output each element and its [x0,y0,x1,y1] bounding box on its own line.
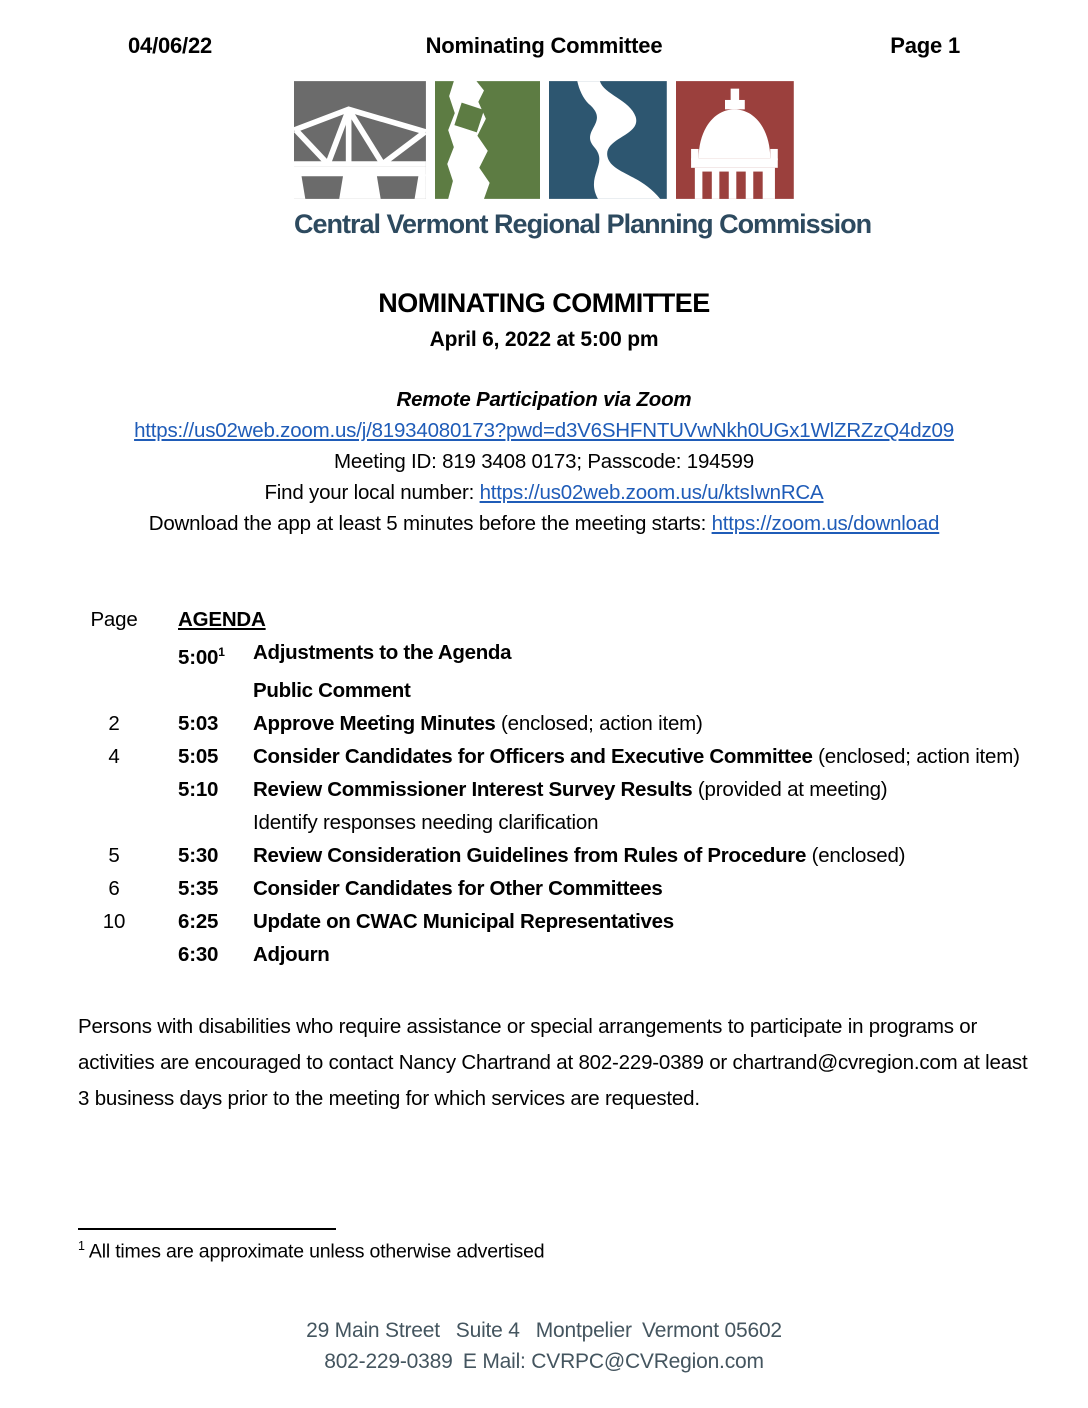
meeting-datetime: April 6, 2022 at 5:00 pm [429,328,659,351]
cvrpc-logo [294,77,872,240]
agenda-item-text: Consider Candidates for Officers and Executive Committee (enclosed; action item) [253,744,1020,768]
agenda-page-number: 4 [108,744,120,768]
river-icon [549,77,667,203]
agenda-row [78,674,1028,707]
logo-panels [294,77,794,203]
agenda-row [78,839,1028,872]
agenda-page-number [78,773,150,839]
agenda-item-text: Adjourn [253,942,330,966]
agenda-row [78,938,1028,971]
agenda-row [78,740,1028,773]
zoom-join-line [0,415,1088,446]
download-app-link[interactable]: https://zoom.us/download [711,512,940,535]
vermont-map-icon [435,77,541,203]
agenda-page-number [78,674,150,707]
bridge-icon [294,77,426,203]
agenda-time: 6:30 [178,942,219,966]
agenda-page-number: 10 [102,909,126,933]
agenda-column-header: AGENDA [178,608,266,631]
zoom-join-link[interactable]: https://us02web.zoom.us/j/81934080173?pwd=d3V6SHFNTUVwNkh0UGx1WlZRZzQ4dz09 [134,419,954,442]
footnote-body: All times are approximate unless otherwise advertised [84,1240,545,1263]
agenda-time: 5:30 [178,843,219,867]
title-block [0,288,1088,352]
download-app-label: Download the app at least 5 minutes before the meeting starts: [148,512,712,535]
agenda-row [78,636,1028,674]
agenda-time [178,674,253,707]
header-date: 04/06/22 [128,33,213,58]
local-number-label: Find your local number: [264,481,480,504]
remote-participation-heading: Remote Participation via Zoom [396,388,692,411]
agenda-page-number [78,636,150,674]
agenda-item-subtitle: Identify responses needing clarification [253,810,599,834]
header-title: Nominating Committee [425,33,663,58]
agenda-item-text: Review Commissioner Interest Survey Results (provided at meeting) Identify responses needing clarification [253,773,1028,839]
local-number-link[interactable]: https://us02web.zoom.us/u/ktsIwnRCA [479,481,824,504]
agenda-item-text: Approve Meeting Minutes (enclosed; action item) [253,711,703,735]
agenda-item-text: Public Comment [253,678,411,702]
agenda-time: 5:10 [178,777,219,801]
local-number-line [0,477,1088,508]
agenda-item-text: Update on CWAC Municipal Representatives [253,909,674,933]
footnote-text [78,1239,544,1264]
accessibility-notice: Persons with disabilities who require assistance or special arrangements to participate in programs or activities are encouraged to contact Nancy Chartrand at 802-229-0389 or chartrand@cvregion.com at least 3 business days prior to the meeting for which services are requested. [78,1014,1028,1110]
agenda-item-text: Consider Candidates for Other Committees [253,876,663,900]
download-app-line [0,508,1088,539]
agenda-row [78,707,1028,740]
remote-participation-block [0,384,1088,539]
agenda-time: 5:03 [178,711,219,735]
footer-address: 29 Main Street Suite 4 Montpelier Vermont 05602 [306,1319,782,1342]
footer-contact: 802-229-0389 E Mail: CVRPC@CVRegion.com [324,1350,764,1373]
agenda-rows [78,636,1028,971]
header-page-number: Page 1 [890,33,960,58]
agenda-time: 5:05 [178,744,219,768]
document-footer [0,1315,1088,1377]
agenda-row [78,773,1028,839]
agenda-time: 5:35 [178,876,219,900]
footnote-separator [78,1228,336,1230]
logo-org-name: Central Vermont Regional Planning Commission [294,209,872,239]
agenda-time: $5:00^1$ [178,645,225,669]
footnote [78,1228,544,1264]
agenda-item-text: Adjustments to the Agenda [253,641,512,664]
agenda-page-number: 5 [108,843,120,867]
agenda-section [78,603,1028,971]
agenda-page-number: 6 [108,876,120,900]
agenda-page-number: 2 [108,711,120,735]
meeting-id-line: Meeting ID: 819 3408 0173; Passcode: 194599 [334,450,754,473]
agenda-item-text: Review Consideration Guidelines from Rules of Procedure (enclosed) [253,843,906,867]
capitol-dome-icon [676,77,794,203]
agenda-page-number [78,938,150,971]
agenda-row [78,905,1028,938]
footnote-marker: 1 [78,1239,85,1253]
meeting-title: NOMINATING COMMITTEE [378,288,710,318]
agenda-page-column-header: Page [90,608,138,631]
agenda-time: 6:25 [178,909,219,933]
agenda-row [78,872,1028,905]
agenda-header-row [78,603,1028,636]
document-header [0,0,1088,59]
